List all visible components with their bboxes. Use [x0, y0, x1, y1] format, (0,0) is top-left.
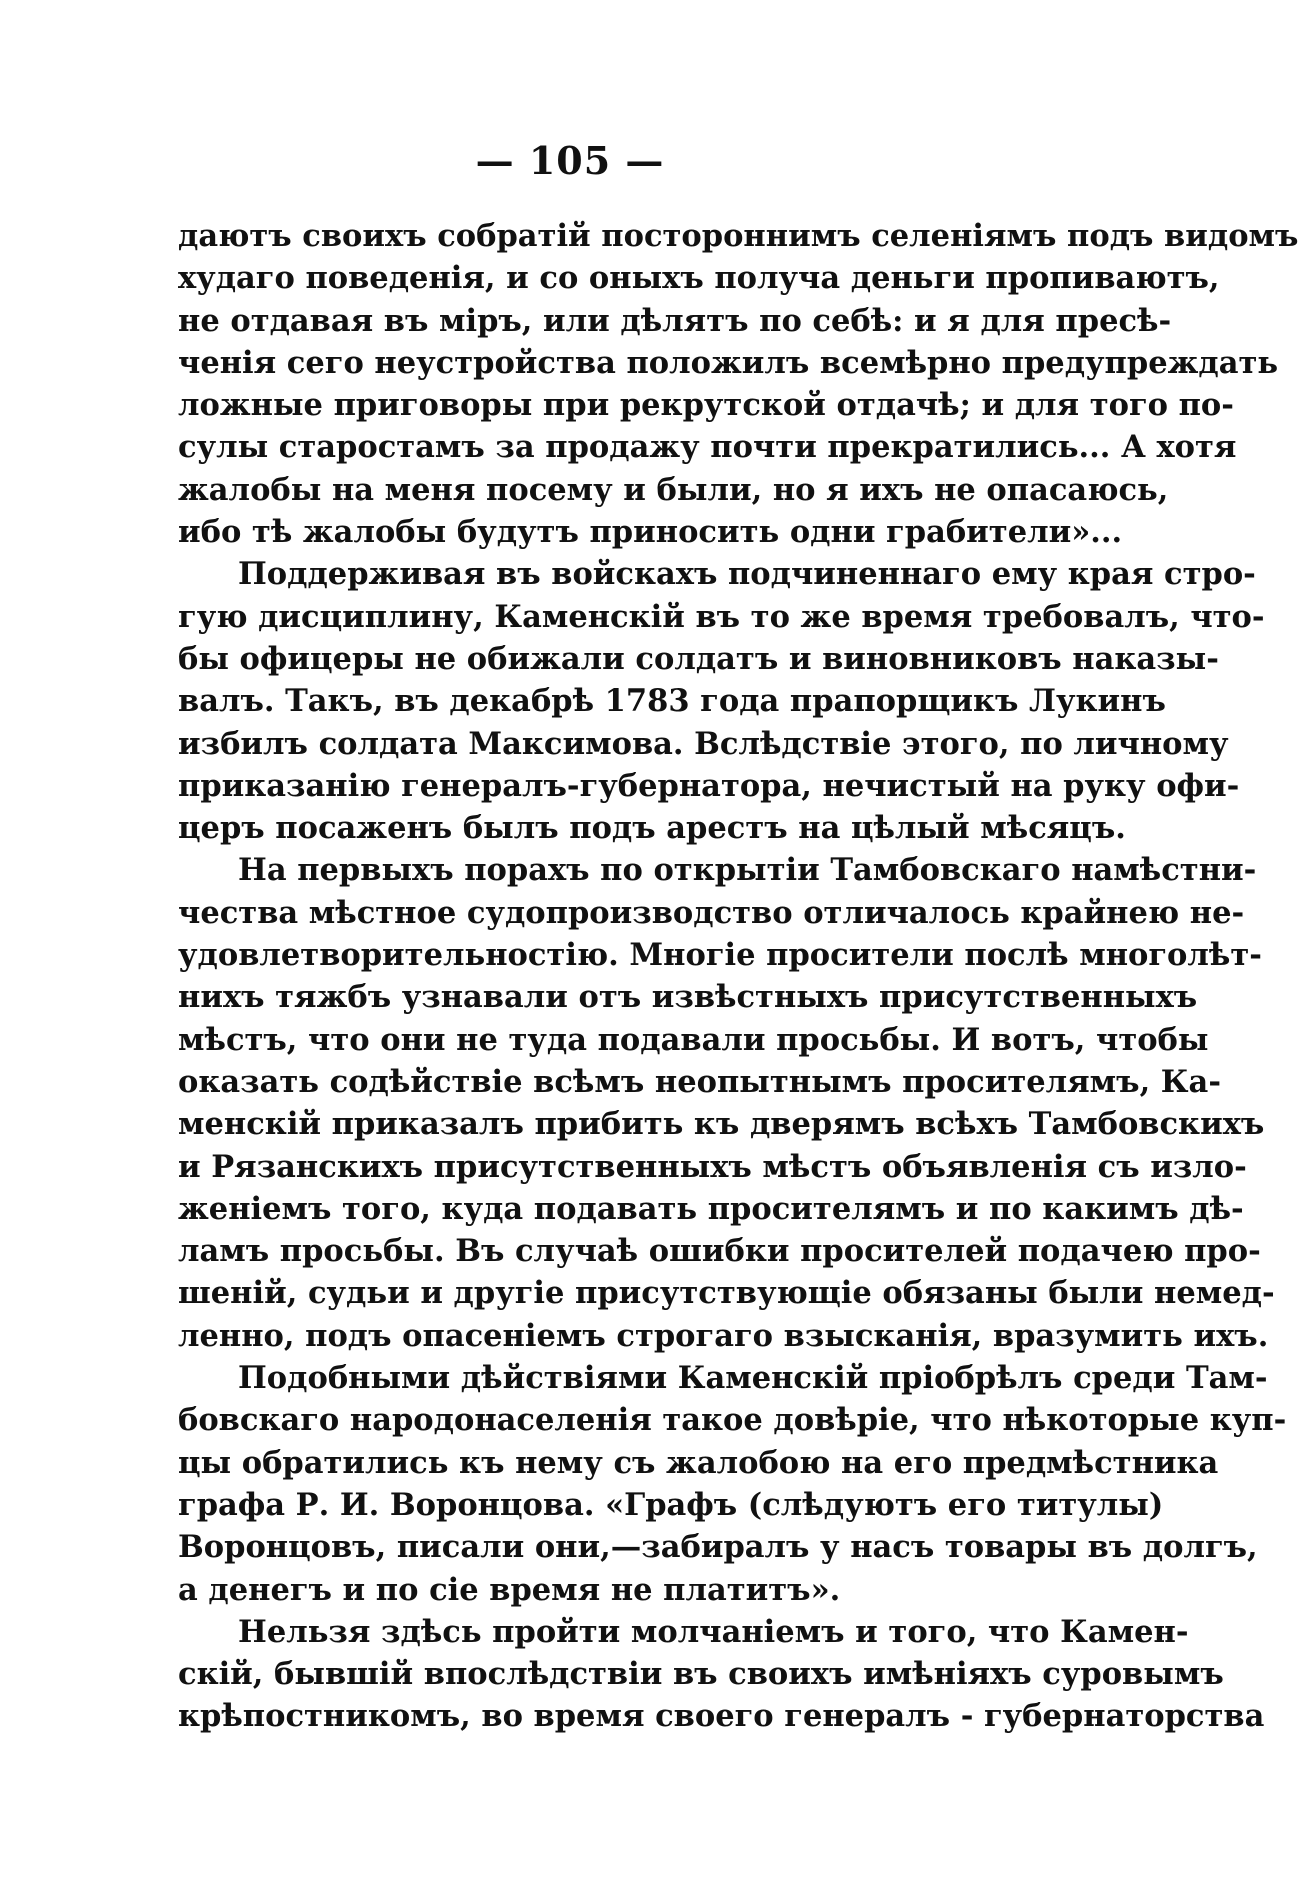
paragraph — [178, 1611, 1265, 1738]
text-line: менскій приказалъ прибить къ дверямъ всѣхъ Тамбовскихъ — [178, 1106, 1265, 1143]
text-line: оказать содѣйствіе всѣмъ неопытнымъ просителямъ, Ка- — [178, 1063, 1221, 1100]
text-line: удовлетворительностію. Многіе просители послѣ многолѣт- — [178, 937, 1262, 974]
text-line: нихъ тяжбъ узнавали отъ извѣстныхъ присутственныхъ — [178, 979, 1198, 1016]
text-line: Нельзя здѣсь пройти молчаніемъ и того, что Камен- — [238, 1613, 1189, 1650]
text-line: ламъ просьбы. Въ случаѣ ошибки просителей подачею про- — [178, 1233, 1261, 1270]
text-line: ибо тѣ жалобы будутъ приносить одни грабители»... — [178, 514, 1123, 551]
paragraph — [178, 215, 1298, 553]
text-line: чества мѣстное судопроизводство отличалось крайнею не- — [178, 894, 1245, 931]
text-line: валъ. Такъ, въ декабрѣ 1783 года прапорщикъ Лукинъ — [178, 683, 1166, 720]
text-line: Поддерживая въ войскахъ подчиненнаго ему края стро- — [238, 556, 1256, 593]
text-line: и Рязанскихъ присутственныхъ мѣстъ объявленія съ изло- — [178, 1148, 1247, 1185]
text-line: ложные приговоры при рекрутской отдачѣ; и для того по- — [178, 387, 1234, 424]
text-line: бы офицеры не обижали солдатъ и виновниковъ наказы- — [178, 640, 1219, 677]
paragraph — [178, 553, 1265, 849]
text-line: сулы старостамъ за продажу почти прекратились... А хотя — [178, 429, 1237, 466]
paragraph — [178, 849, 1275, 1357]
text-line: приказанію генералъ-губернатора, нечистый на руку офи- — [178, 767, 1240, 804]
text-line: графа Р. И. Воронцова. «Графъ (слѣдуютъ его титулы) — [178, 1486, 1164, 1523]
text-line: худаго поведенія, и со оныхъ получа деньги пропиваютъ, — [178, 260, 1220, 297]
text-line: бовскаго народонаселенія такое довѣріе, что нѣкоторые куп- — [178, 1402, 1287, 1439]
page-number: — 105 — — [475, 138, 665, 183]
text-line: не отдавая въ міръ, или дѣлятъ по себѣ: и я для пресѣ- — [178, 302, 1172, 339]
text-line: скій, бывшій впослѣдствіи въ своихъ имѣніяхъ суровымъ — [178, 1656, 1224, 1693]
text-line: избилъ солдата Максимова. Вслѣдствіе этого, по личному — [178, 725, 1229, 762]
text-line: даютъ своихъ собратій постороннимъ селеніямъ подъ видомъ — [178, 218, 1298, 254]
text-line: мѣстъ, что они не туда подавали просьбы. И вотъ, чтобы — [178, 1021, 1209, 1058]
text-line: а денегъ и по сіе время не платитъ». — [178, 1571, 841, 1608]
text-line: жалобы на меня посему и были, но я ихъ не опасаюсь, — [178, 471, 1169, 508]
text-line: На первыхъ порахъ по открытіи Тамбовскаго намѣстни- — [238, 852, 1257, 889]
body-text — [178, 215, 1298, 1738]
text-line: ленно, подъ опасеніемъ строгаго взысканія, вразумить ихъ. — [178, 1317, 1269, 1354]
text-line: крѣпостникомъ, во время своего генералъ - губернаторства — [178, 1698, 1265, 1735]
text-line: церъ посаженъ былъ подъ арестъ на цѣлый мѣсяцъ. — [178, 810, 1126, 847]
paragraph — [178, 1357, 1287, 1611]
text-line: цы обратились къ нему съ жалобою на его предмѣстника — [178, 1444, 1219, 1481]
text-line: Воронцовъ, писали они,—забиралъ у насъ товары въ долгъ, — [178, 1529, 1258, 1566]
text-line: ченія сего неустройства положилъ всемѣрно предупреждать — [178, 344, 1279, 381]
text-line: шеній, судьи и другіе присутствующіе обязаны были немед- — [178, 1275, 1275, 1312]
text-line: Подобными дѣйствіями Каменскій пріобрѣлъ среди Там- — [238, 1360, 1268, 1397]
text-line: гую дисциплину, Каменскій въ то же время требовалъ, что- — [178, 598, 1265, 635]
text-line: женіемъ того, куда подавать просителямъ и по какимъ дѣ- — [178, 1190, 1244, 1227]
